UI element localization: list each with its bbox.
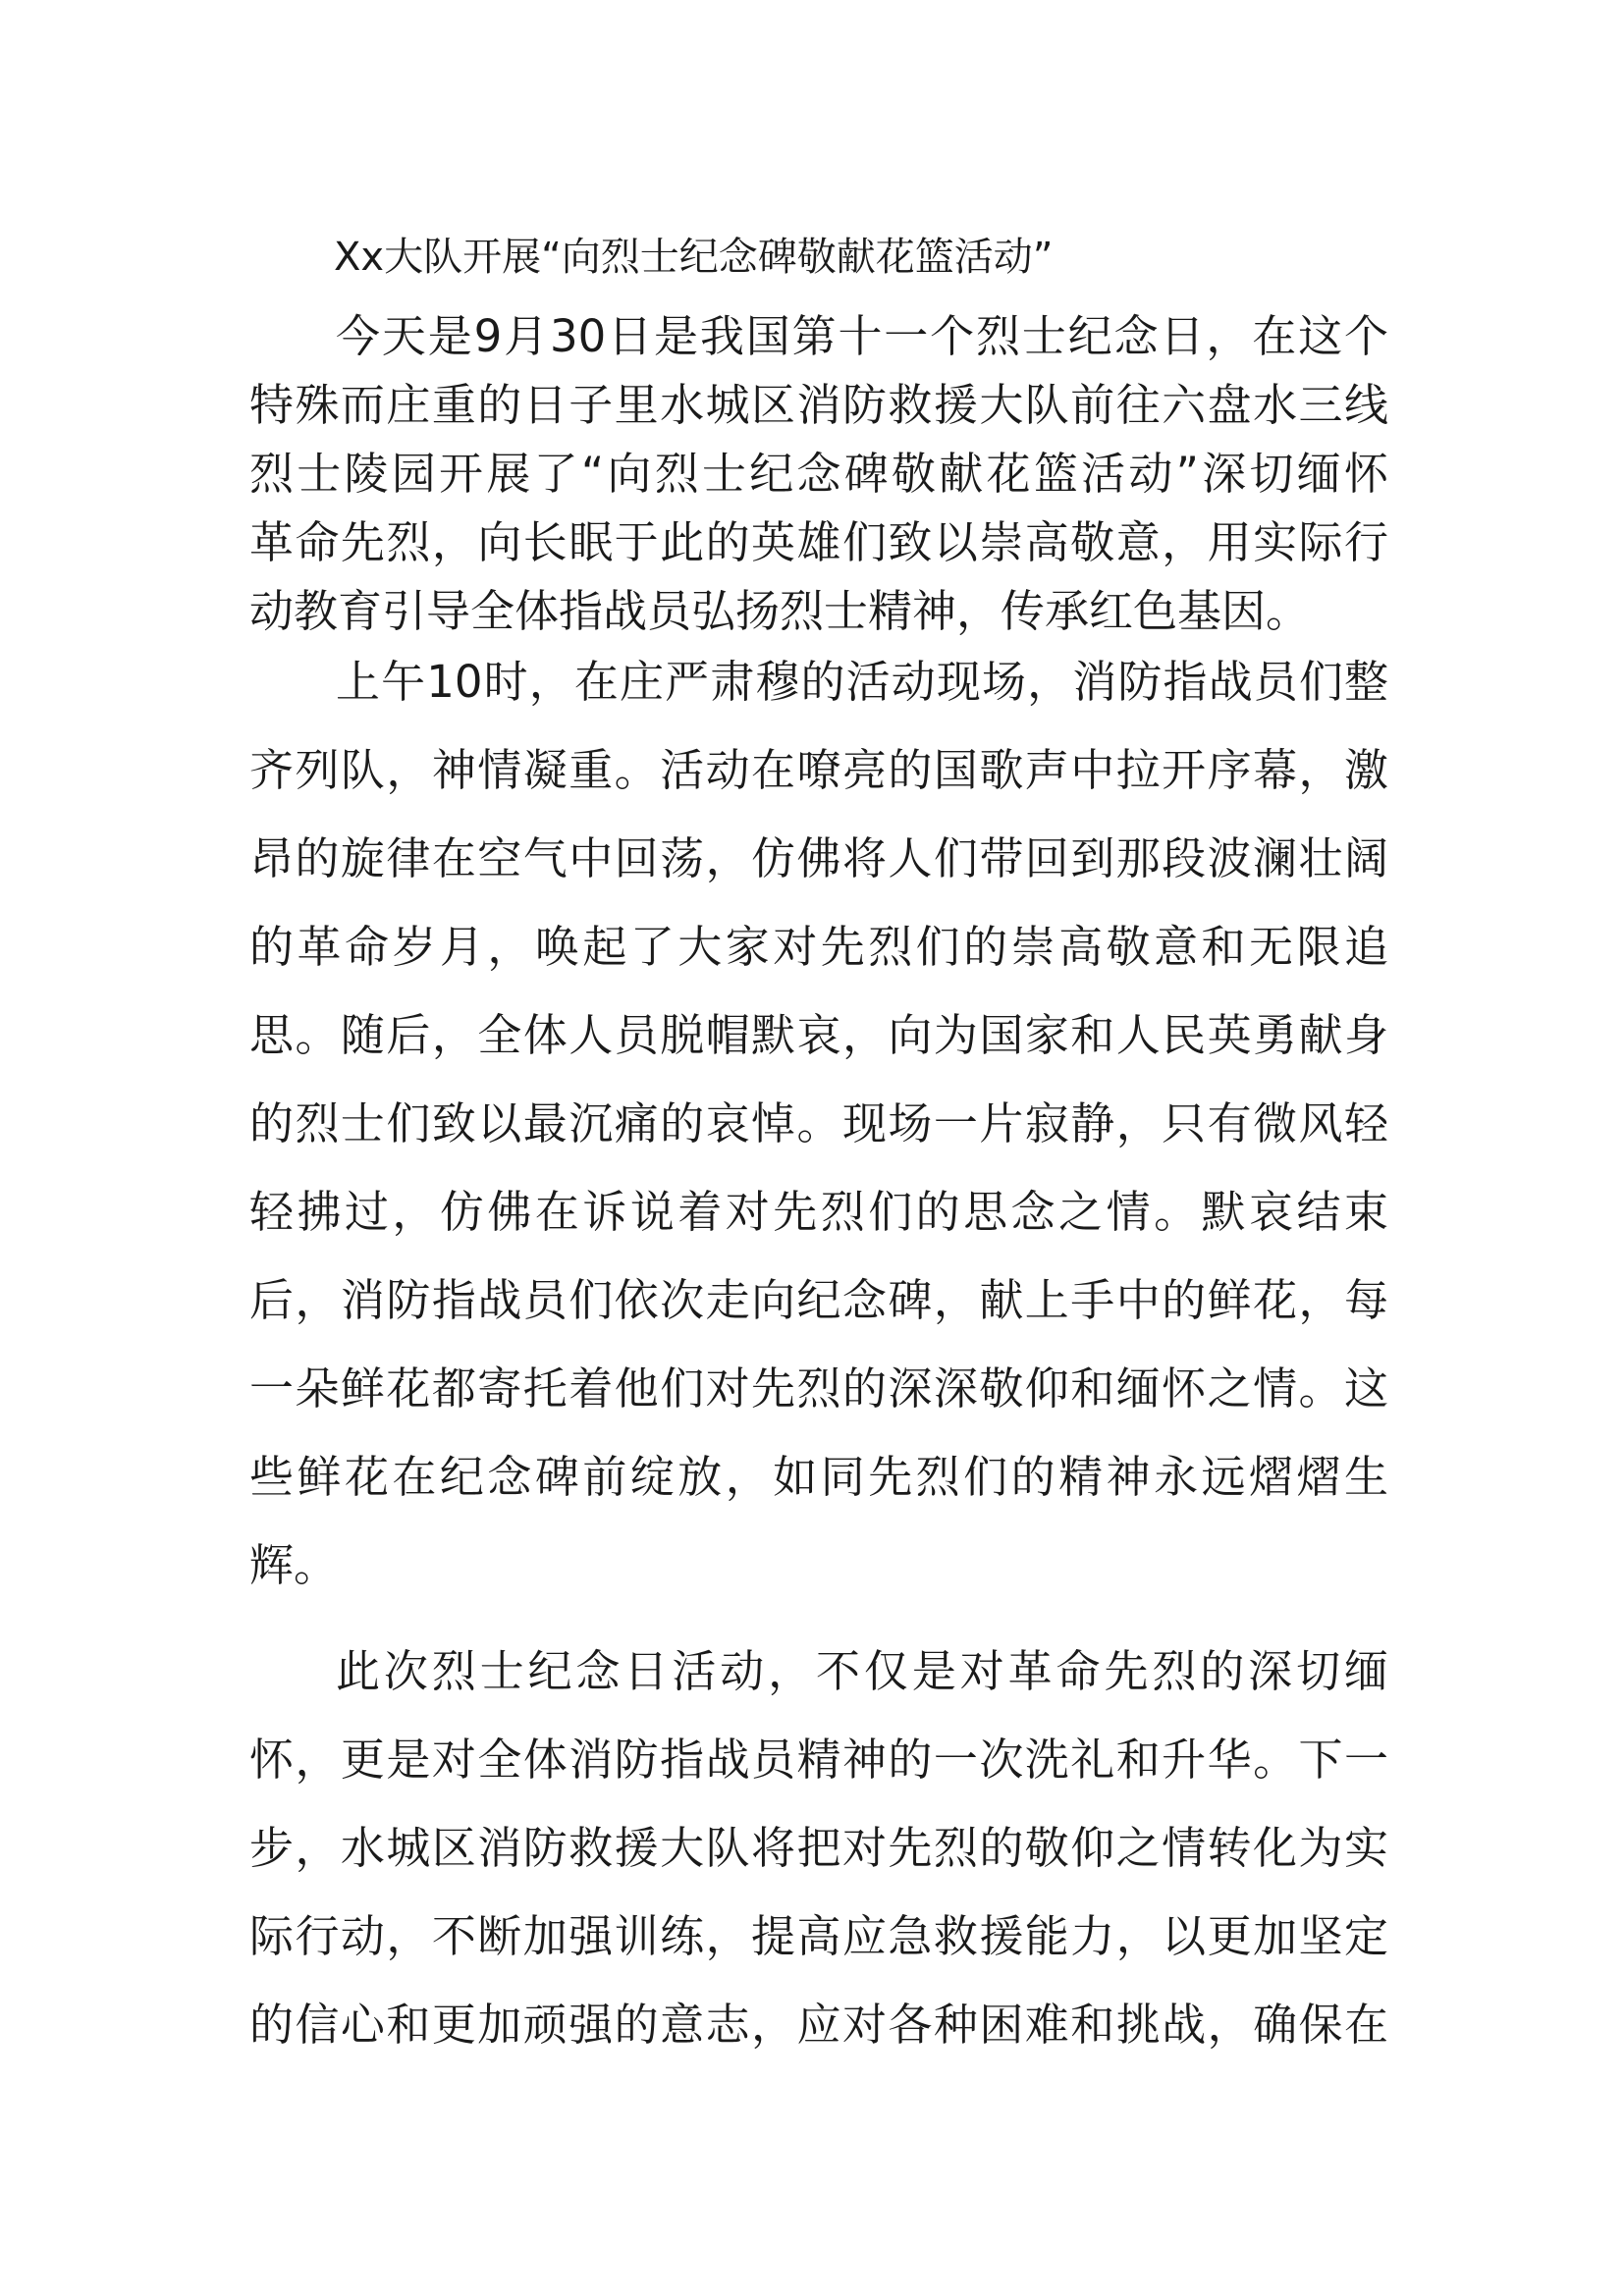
paragraph-2-line: 轻拂过，仿佛在诉说着对先烈们的思念之情。默哀结束 bbox=[249, 1186, 1388, 1238]
paragraph-3-line: 际行动，不断加强训练，提高应急救援能力，以更加坚定 bbox=[249, 1910, 1388, 1962]
paragraph-2-line: 的烈士们致以最沉痛的哀悼。现场一片寂静，只有微风轻 bbox=[249, 1097, 1388, 1149]
paragraph-2-line: 后，消防指战员们依次走向纪念碑，献上手中的鲜花，每 bbox=[249, 1274, 1388, 1326]
paragraph-3-line: 此次烈士纪念日活动，不仅是对革命先烈的深切缅 bbox=[336, 1645, 1388, 1697]
paragraph-2-line: 上午10时，在庄严肃穆的活动现场，消防指战员们整 bbox=[336, 656, 1388, 708]
paragraph-1-line: 特殊而庄重的日子里水城区消防救援大队前往六盘水三线 bbox=[249, 379, 1388, 431]
paragraph-3-line: 的信心和更加顽强的意志，应对各种困难和挑战，确保在 bbox=[249, 1999, 1388, 2051]
paragraph-3-line bbox=[249, 1726, 1388, 1794]
paragraph-3-line bbox=[249, 1814, 1388, 1883]
paragraph-2-line: 齐列队，神情凝重。活动在嘹亮的国歌声中拉开序幕，激 bbox=[249, 744, 1388, 796]
paragraph-1-line: 今天是9月30日是我国第十一个烈士纪念日，在这个 bbox=[336, 310, 1388, 362]
paragraph-2-line: 些鲜花在纪念碑前绽放，如同先烈们的精神永远熠熠生 bbox=[249, 1451, 1388, 1503]
paragraph-2-line: 辉。 bbox=[249, 1539, 339, 1591]
text-span: 精神的一次洗礼和升华。下一 bbox=[796, 1734, 1388, 1786]
paragraph-1-line: 动教育引导全体指战员弘扬烈士精神，传承红色基因。 bbox=[249, 585, 1311, 637]
paragraph-2-line: 一朵鲜花都寄托着他们对先烈的深深敬仰和缅怀之情。这 bbox=[249, 1362, 1388, 1415]
paragraph-2-line: 昂的旋律在空气中回荡，仿佛将人们带回到那段波澜壮阔 bbox=[249, 832, 1388, 884]
highlight-span: 水城区消防救援大队 bbox=[340, 1822, 752, 1874]
text-span: 怀，更是对 bbox=[249, 1734, 478, 1786]
text-span: 步， bbox=[249, 1822, 341, 1874]
paragraph-2-line: 思。随后，全体人员脱帽默哀，向为国家和人民英勇献身 bbox=[249, 1009, 1388, 1061]
paragraph-2-line: 的革命岁月，唤起了大家对先烈们的崇高敬意和无限追 bbox=[249, 921, 1388, 973]
text-span: 将把对先烈的敬仰之情转化为实 bbox=[751, 1822, 1388, 1874]
paragraph-1-line: 烈士陵园开展了“向烈士纪念碑敬献花篮活动”深切缅怀 bbox=[249, 448, 1388, 500]
highlight-span: 全体消防指战员 bbox=[477, 1734, 797, 1786]
paragraph-1-line: 革命先烈，向长眠于此的英雄们致以崇高敬意，用实际行 bbox=[249, 516, 1388, 568]
document-title: Xx大队开展“向烈士纪念碑敬献花篮活动” bbox=[334, 235, 1054, 280]
